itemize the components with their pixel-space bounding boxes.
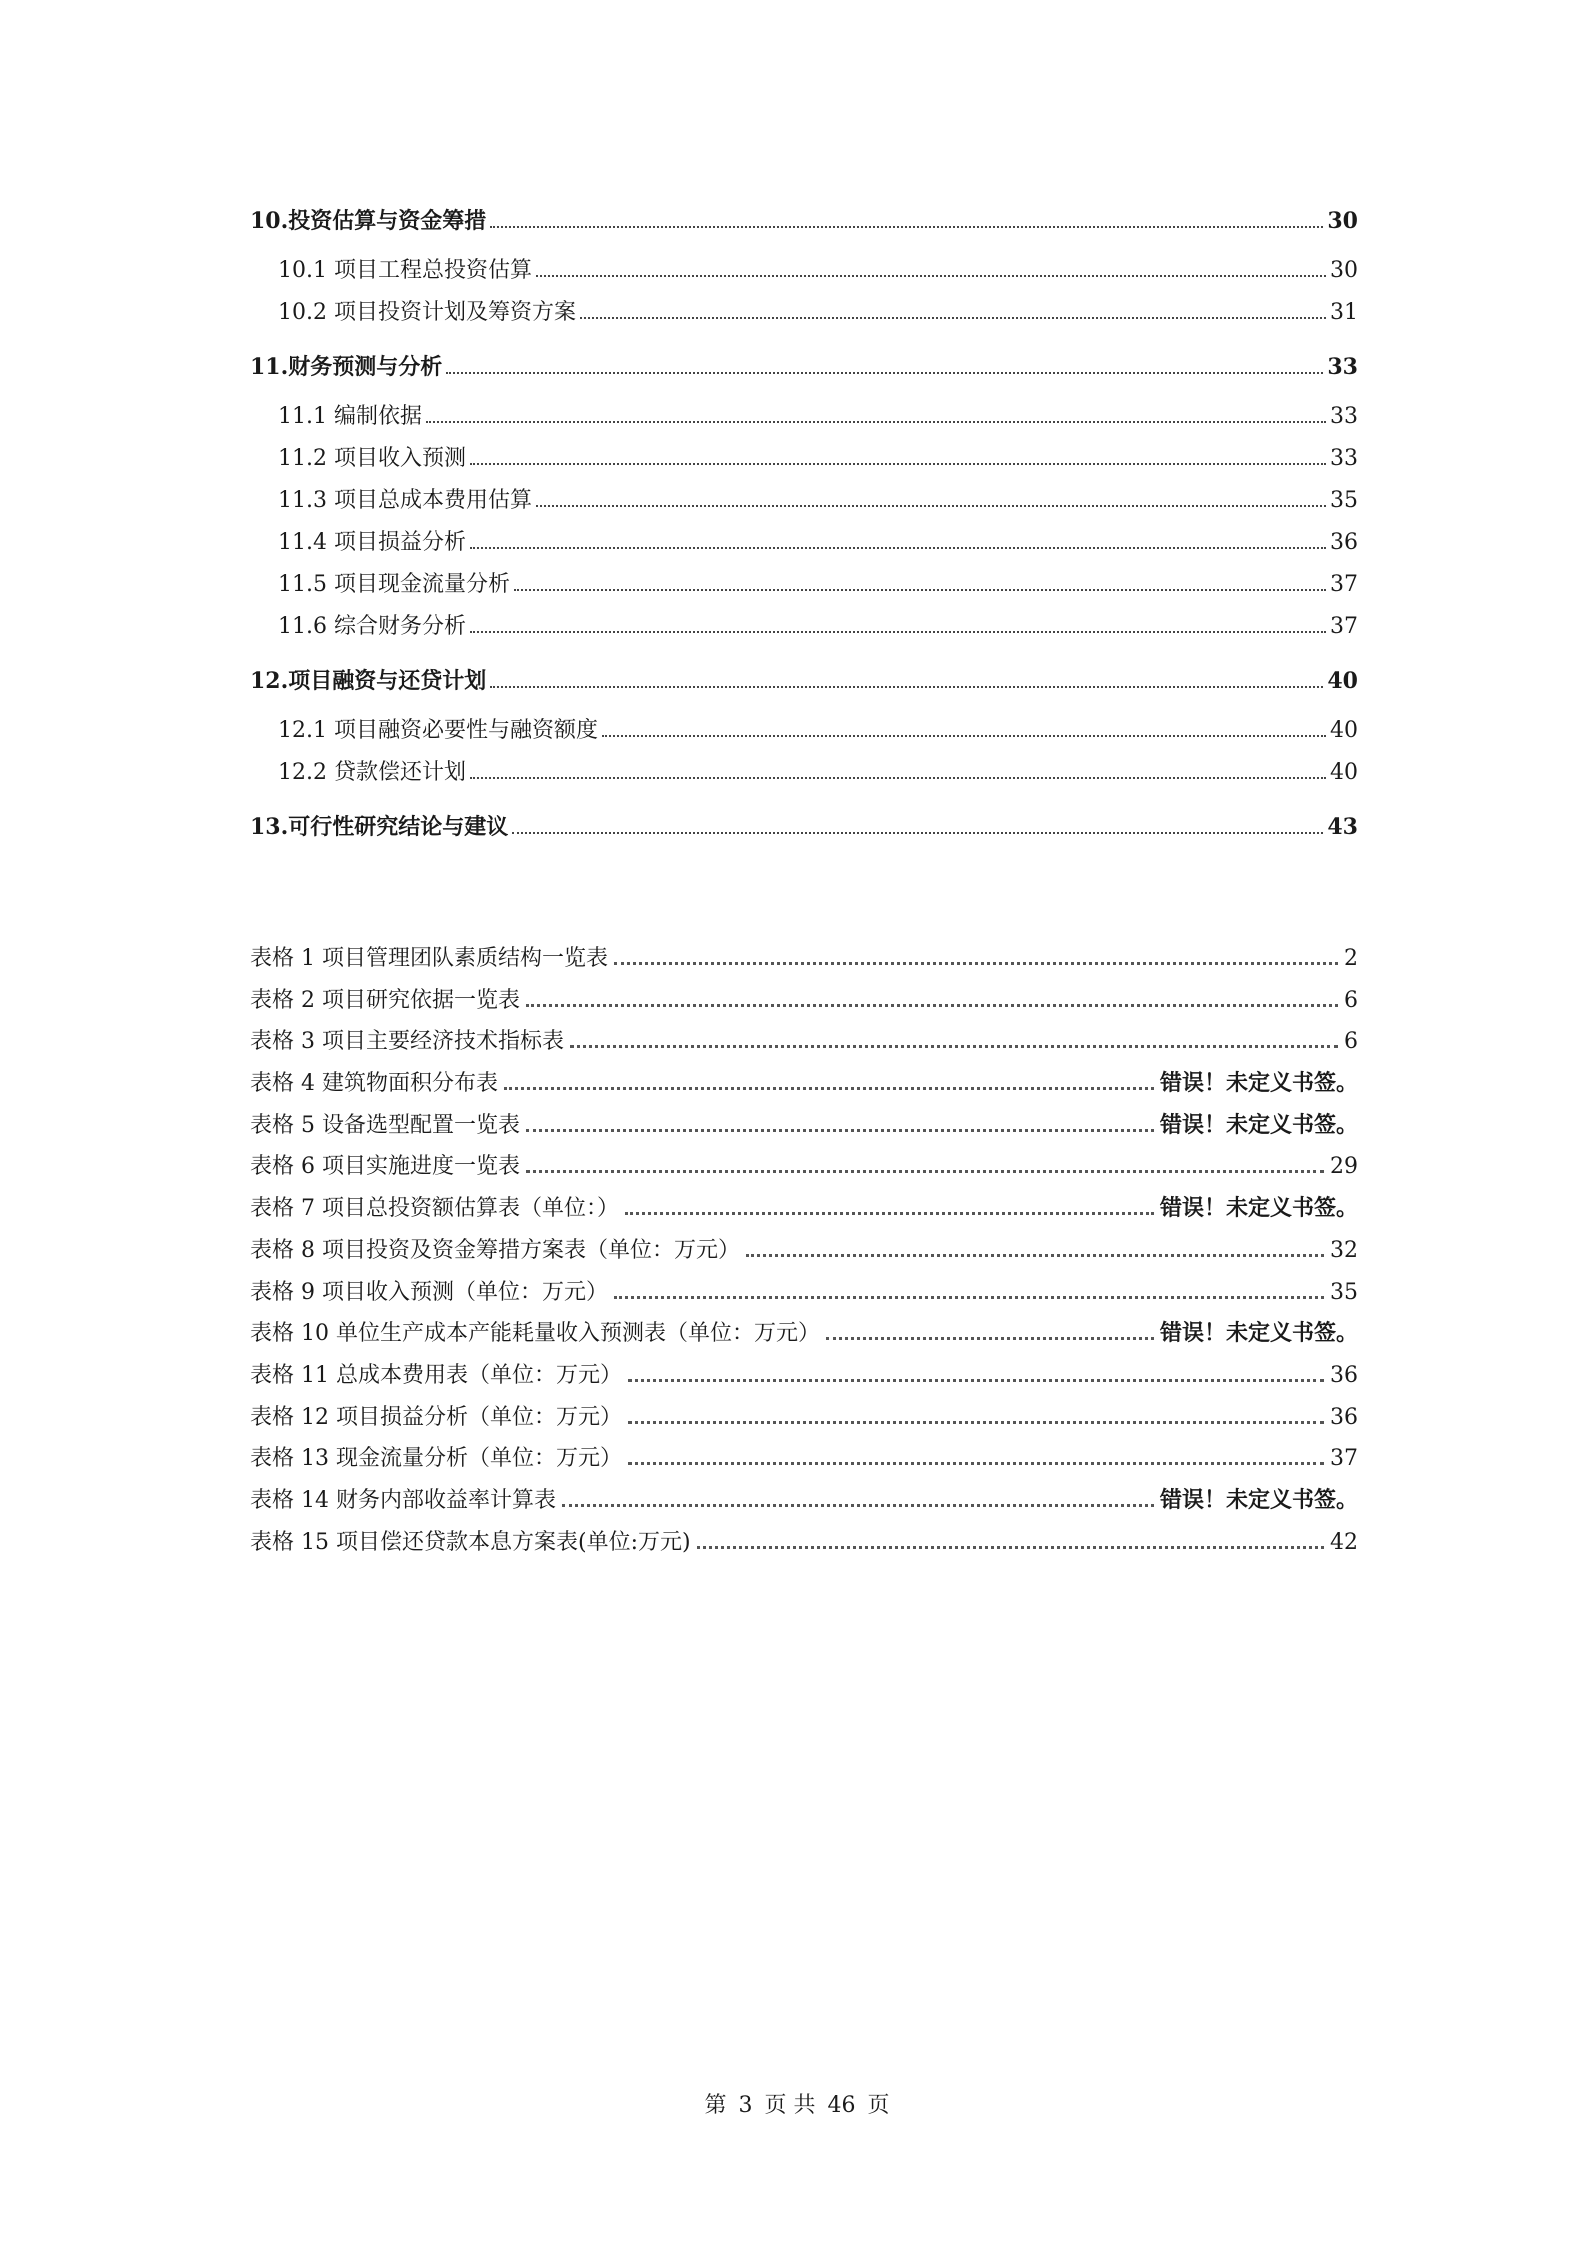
toc-section-10-1[interactable] (250, 250, 1358, 292)
toc-section-11-6[interactable] (250, 606, 1358, 648)
table-entry-label: 表格 6 项目实施进度一览表 (250, 1154, 520, 1180)
table-entry-label: 表格 1 项目管理团队素质结构一览表 (250, 946, 608, 971)
page-footer (0, 2088, 1594, 2119)
dot-leader (536, 505, 1326, 507)
footer-prefix: 第 (704, 2093, 727, 2118)
dot-leader (628, 1421, 1324, 1424)
toc-page-number: 33 (1330, 446, 1358, 471)
table-entry-2[interactable] (250, 980, 1358, 1022)
table-entry-label: 表格 9 项目收入预测（单位：万元） (250, 1279, 608, 1305)
toc-page-number: 43 (1327, 814, 1358, 840)
toc-page-number: 37 (1330, 572, 1358, 597)
table-entry-11[interactable] (250, 1355, 1358, 1397)
table-entry-label: 表格 2 项目研究依据一览表 (250, 987, 520, 1013)
toc-page-number: 30 (1330, 258, 1358, 283)
table-entry-page: 36 (1330, 1362, 1358, 1388)
toc-section-11-2[interactable] (250, 438, 1358, 480)
dot-leader (504, 1087, 1154, 1090)
table-entry-label: 表格 8 项目投资及资金筹措方案表（单位：万元） (250, 1237, 740, 1263)
dot-leader (625, 1212, 1154, 1215)
dot-leader (628, 1379, 1324, 1382)
toc-page-number: 40 (1330, 760, 1358, 785)
toc-label: 10.1 项目工程总投资估算 (278, 258, 532, 283)
toc-label: 13.可行性研究结论与建议 (250, 814, 509, 840)
bookmark-error-text: 错误！未定义书签。 (1159, 1486, 1358, 1513)
dot-leader (470, 777, 1326, 779)
dot-leader (426, 421, 1326, 423)
list-of-tables (250, 938, 1358, 1563)
dot-leader (526, 1004, 1338, 1007)
table-entry-4[interactable] (250, 1063, 1358, 1105)
table-of-contents (250, 200, 1358, 856)
toc-page-number: 31 (1330, 300, 1358, 325)
dot-leader (570, 1045, 1338, 1048)
footer-suffix: 页 (867, 2093, 890, 2118)
toc-chapter-11[interactable] (250, 346, 1358, 388)
table-entry-15[interactable] (250, 1522, 1358, 1564)
toc-label: 11.2 项目收入预测 (278, 446, 466, 471)
dot-leader (470, 547, 1326, 549)
table-entry-label: 表格 15 项目偿还贷款本息方案表(单位:万元) (250, 1529, 691, 1555)
toc-chapter-13[interactable] (250, 806, 1358, 848)
dot-leader (490, 686, 1323, 688)
table-entry-12[interactable] (250, 1397, 1358, 1439)
table-entry-6[interactable] (250, 1146, 1358, 1188)
bookmark-error-text: 错误！未定义书签。 (1159, 1320, 1358, 1347)
toc-section-11-1[interactable] (250, 396, 1358, 438)
toc-section-12-1[interactable] (250, 710, 1358, 752)
toc-section-11-4[interactable] (250, 522, 1358, 564)
toc-page-number: 35 (1330, 488, 1358, 513)
dot-leader (562, 1504, 1154, 1507)
dot-leader (826, 1337, 1154, 1340)
dot-leader (512, 832, 1323, 834)
table-entry-label: 表格 7 项目总投资额估算表（单位：） (250, 1196, 619, 1222)
dot-leader (614, 962, 1338, 965)
table-entry-7[interactable] (250, 1188, 1358, 1230)
dot-leader (614, 1296, 1324, 1299)
table-entry-page: 37 (1330, 1446, 1358, 1472)
bookmark-error-text: 错误！未定义书签。 (1159, 1195, 1358, 1222)
toc-label: 11.3 项目总成本费用估算 (278, 488, 532, 513)
table-entry-page: 2 (1344, 946, 1358, 971)
dot-leader (514, 589, 1326, 591)
dot-leader (490, 226, 1323, 228)
table-entry-label: 表格 5 设备选型配置一览表 (250, 1112, 520, 1138)
dot-leader (697, 1546, 1324, 1549)
table-entry-label: 表格 12 项目损益分析（单位：万元） (250, 1404, 622, 1430)
bookmark-error-text: 错误！未定义书签。 (1159, 1070, 1358, 1097)
dot-leader (536, 275, 1326, 277)
table-entry-page: 42 (1330, 1529, 1358, 1555)
toc-label: 11.6 综合财务分析 (278, 614, 466, 639)
toc-label: 11.4 项目损益分析 (278, 530, 466, 555)
table-entry-label: 表格 3 项目主要经济技术指标表 (250, 1029, 564, 1055)
dot-leader (602, 735, 1326, 737)
toc-page-number: 37 (1330, 614, 1358, 639)
toc-label: 10.投资估算与资金筹措 (250, 208, 487, 234)
toc-label: 12.2 贷款偿还计划 (278, 760, 466, 785)
toc-section-12-2[interactable] (250, 752, 1358, 794)
table-entry-page: 6 (1344, 1029, 1358, 1055)
table-entry-label: 表格 14 财务内部收益率计算表 (250, 1487, 556, 1513)
footer-total-pages: 46 (827, 2093, 856, 2118)
toc-chapter-12[interactable] (250, 660, 1358, 702)
bookmark-error-text: 错误！未定义书签。 (1159, 1111, 1358, 1138)
dot-leader (746, 1254, 1324, 1257)
toc-section-11-3[interactable] (250, 480, 1358, 522)
table-entry-page: 36 (1330, 1404, 1358, 1430)
table-entry-label: 表格 10 单位生产成本产能耗量收入预测表（单位：万元） (250, 1321, 820, 1347)
table-entry-8[interactable] (250, 1230, 1358, 1272)
table-entry-9[interactable] (250, 1272, 1358, 1314)
toc-page-number: 36 (1330, 530, 1358, 555)
toc-page-number: 33 (1330, 404, 1358, 429)
toc-label: 11.1 编制依据 (278, 404, 422, 429)
footer-current-page: 3 (738, 2093, 753, 2118)
toc-label: 11.财务预测与分析 (250, 354, 443, 380)
toc-section-11-5[interactable] (250, 564, 1358, 606)
table-entry-label: 表格 13 现金流量分析（单位：万元） (250, 1446, 622, 1472)
table-entry-13[interactable] (250, 1438, 1358, 1480)
toc-label: 11.5 项目现金流量分析 (278, 572, 510, 597)
toc-page-number: 30 (1327, 208, 1358, 234)
table-entry-page: 35 (1330, 1279, 1358, 1305)
dot-leader (470, 463, 1326, 465)
toc-label: 12.项目融资与还贷计划 (250, 668, 487, 694)
toc-page-number: 40 (1330, 718, 1358, 743)
table-entry-label: 表格 4 建筑物面积分布表 (250, 1071, 498, 1097)
toc-label: 12.1 项目融资必要性与融资额度 (278, 718, 598, 743)
toc-label: 10.2 项目投资计划及筹资方案 (278, 300, 576, 325)
dot-leader (526, 1129, 1154, 1132)
toc-chapter-10[interactable] (250, 200, 1358, 242)
footer-middle: 页 共 (764, 2093, 816, 2118)
table-entry-5[interactable] (250, 1105, 1358, 1147)
toc-page-number: 33 (1327, 354, 1358, 380)
table-entry-page: 29 (1330, 1154, 1358, 1180)
table-entry-14[interactable] (250, 1480, 1358, 1522)
table-entry-10[interactable] (250, 1313, 1358, 1355)
table-entry-page: 6 (1344, 987, 1358, 1013)
dot-leader (580, 317, 1326, 319)
table-entry-page: 32 (1330, 1237, 1358, 1263)
dot-leader (628, 1462, 1324, 1465)
toc-section-10-2[interactable] (250, 292, 1358, 334)
table-entry-1[interactable] (250, 938, 1358, 980)
dot-leader (470, 631, 1326, 633)
dot-leader (446, 372, 1323, 374)
table-entry-label: 表格 11 总成本费用表（单位：万元） (250, 1362, 622, 1388)
dot-leader (526, 1170, 1324, 1173)
table-entry-3[interactable] (250, 1021, 1358, 1063)
toc-page-number: 40 (1327, 668, 1358, 694)
